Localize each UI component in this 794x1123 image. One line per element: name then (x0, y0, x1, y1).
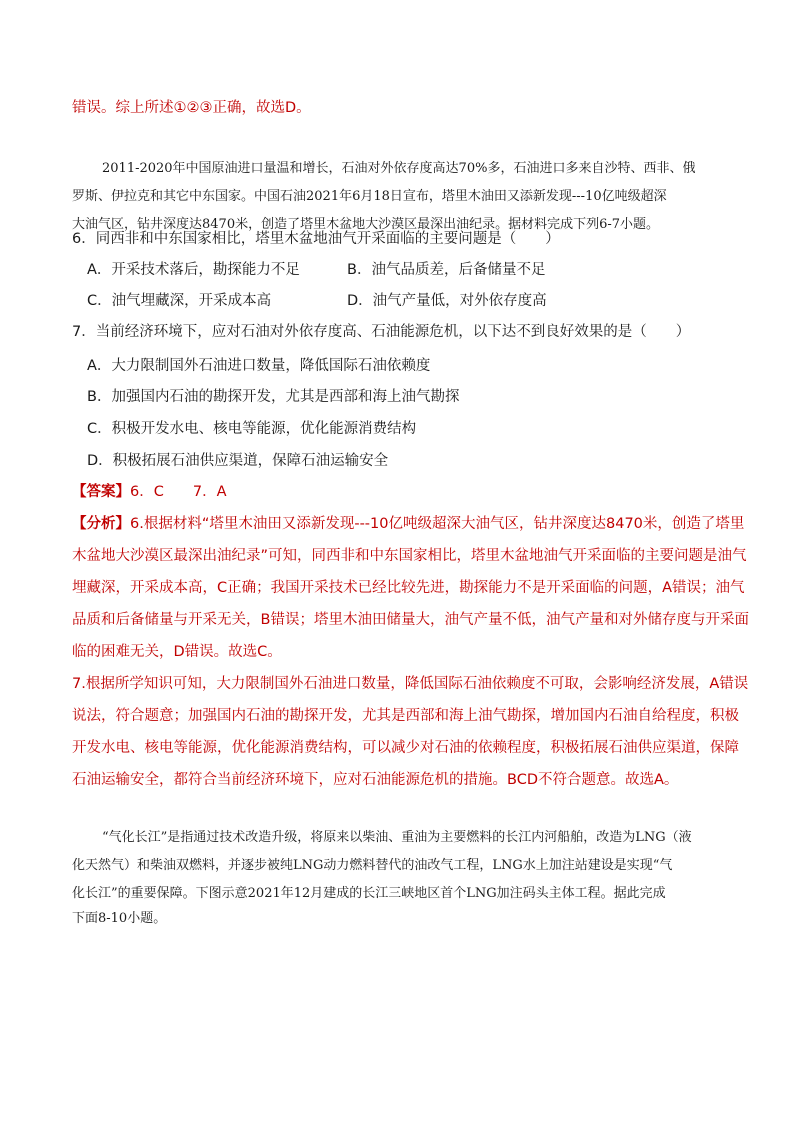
passage2-line-2: 化天然气）和柴油双燃料，并逐步被纯LNG动力燃料替代的油改气工程，LNG水上加注站建设是实现“气 (72, 858, 673, 873)
analysis-7-line-2: 说法，符合题意；加强国内石油的勘探开发，尤其是西部和海上油气勘探，增加国内石油自给程度，积极 (72, 708, 739, 724)
q7-option-c: C．积极开发水电、核电等能源，优化能源消费结构 (87, 421, 417, 437)
analysis-7-line-4: 石油运输安全，都符合当前经济环境下，应对石油能源危机的措施。BCD不符合题意。故选A。 (72, 772, 679, 788)
q7-option-a: A．大力限制国外石油进口数量，降低国际石油依赖度 (87, 358, 431, 374)
q7-option-d: D．积极拓展石油供应渠道，保障石油运输安全 (87, 453, 389, 469)
q6-option-c: C．油气埋藏深，开采成本高 (87, 293, 272, 309)
analysis-7-line-3: 开发水电、核电等能源，优化能源消费结构，可以减少对石油的依赖程度，积极拓展石油供应渠道，保障 (72, 740, 739, 756)
q6-option-b: B．油气品质差，后备储量不足 (347, 262, 546, 278)
analysis-label: 【分析】 (72, 516, 130, 532)
question-6-stem: 6．同西非和中东国家相比，塔里木盆地油气开采面临的主要问题是（ ） (72, 231, 560, 247)
q6-option-d: D．油气产量低，对外依存度高 (347, 293, 547, 309)
answer-label: 【答案】 (72, 484, 130, 500)
answer-line (72, 482, 227, 502)
passage-line-2: 罗斯、伊拉克和其它中东国家。中国石油2021年6月18日宣布，塔里木油田又添新发现---10亿吨级超深 (72, 189, 667, 204)
answer-text: 6．C 7．A (130, 484, 227, 500)
analysis-line-3: 埋藏深，开采成本高，C正确；我国开采技术已经比较先进，勘探能力不是开采面临的问题，A错误；油气 (72, 580, 745, 596)
analysis-line-5: 临的困难无关，D错误。故选C。 (72, 644, 282, 660)
analysis-text-1: 6.根据材料“塔里木油田又添新发现---10亿吨级超深大油气区，钻井深度达8470米，创造了塔里 (130, 516, 745, 532)
analysis-line-2: 木盆地大沙漠区最深出油纪录”可知，同西非和中东国家相比，塔里木盆地油气开采面临的主要问题是油气 (72, 548, 747, 564)
question-7-stem: 7．当前经济环境下，应对石油对外依存度高、石油能源危机，以下达不到良好效果的是（ ） (72, 324, 691, 340)
q7-option-b: B．加强国内石油的勘探开发，尤其是西部和海上油气勘探 (87, 389, 460, 405)
analysis-7-line-1: 7.根据所学知识可知，大力限制国外石油进口数量，降低国际石油依赖度不可取，会影响经济发展，A错误 (72, 676, 749, 692)
analysis-line-1 (72, 514, 744, 534)
passage2-line-1: “气化长江”是指通过技术改造升级，将原来以柴油、重油为主要燃料的长江内河船舶，改造为LNG（液 (102, 830, 692, 845)
passage2-line-4: 下面8-10小题。 (72, 911, 167, 926)
passage2-line-3: 化长江”的重要保障。下图示意2021年12月建成的长江三峡地区首个LNG加注码头主体工程。据此完成 (72, 886, 666, 901)
conclusion-line: 错误。综上所述①②③正确，故选D。 (72, 100, 311, 116)
passage-line-3: 大油气区，钻井深度达8470米，创造了塔里木盆地大沙漠区最深出油纪录。据材料完成下列6-7小题。 (72, 217, 660, 232)
q6-option-a: A．开采技术落后，勘探能力不足 (87, 262, 300, 278)
analysis-line-4: 品质和后备储量与开采无关，B错误；塔里木油田储量大，油气产量不低，油气产量和对外储存度与开采面 (72, 612, 749, 628)
passage-line-1: 2011-2020年中国原油进口量温和增长，石油对外依存度高达70%多，石油进口多来自沙特、西非、俄 (102, 161, 696, 176)
